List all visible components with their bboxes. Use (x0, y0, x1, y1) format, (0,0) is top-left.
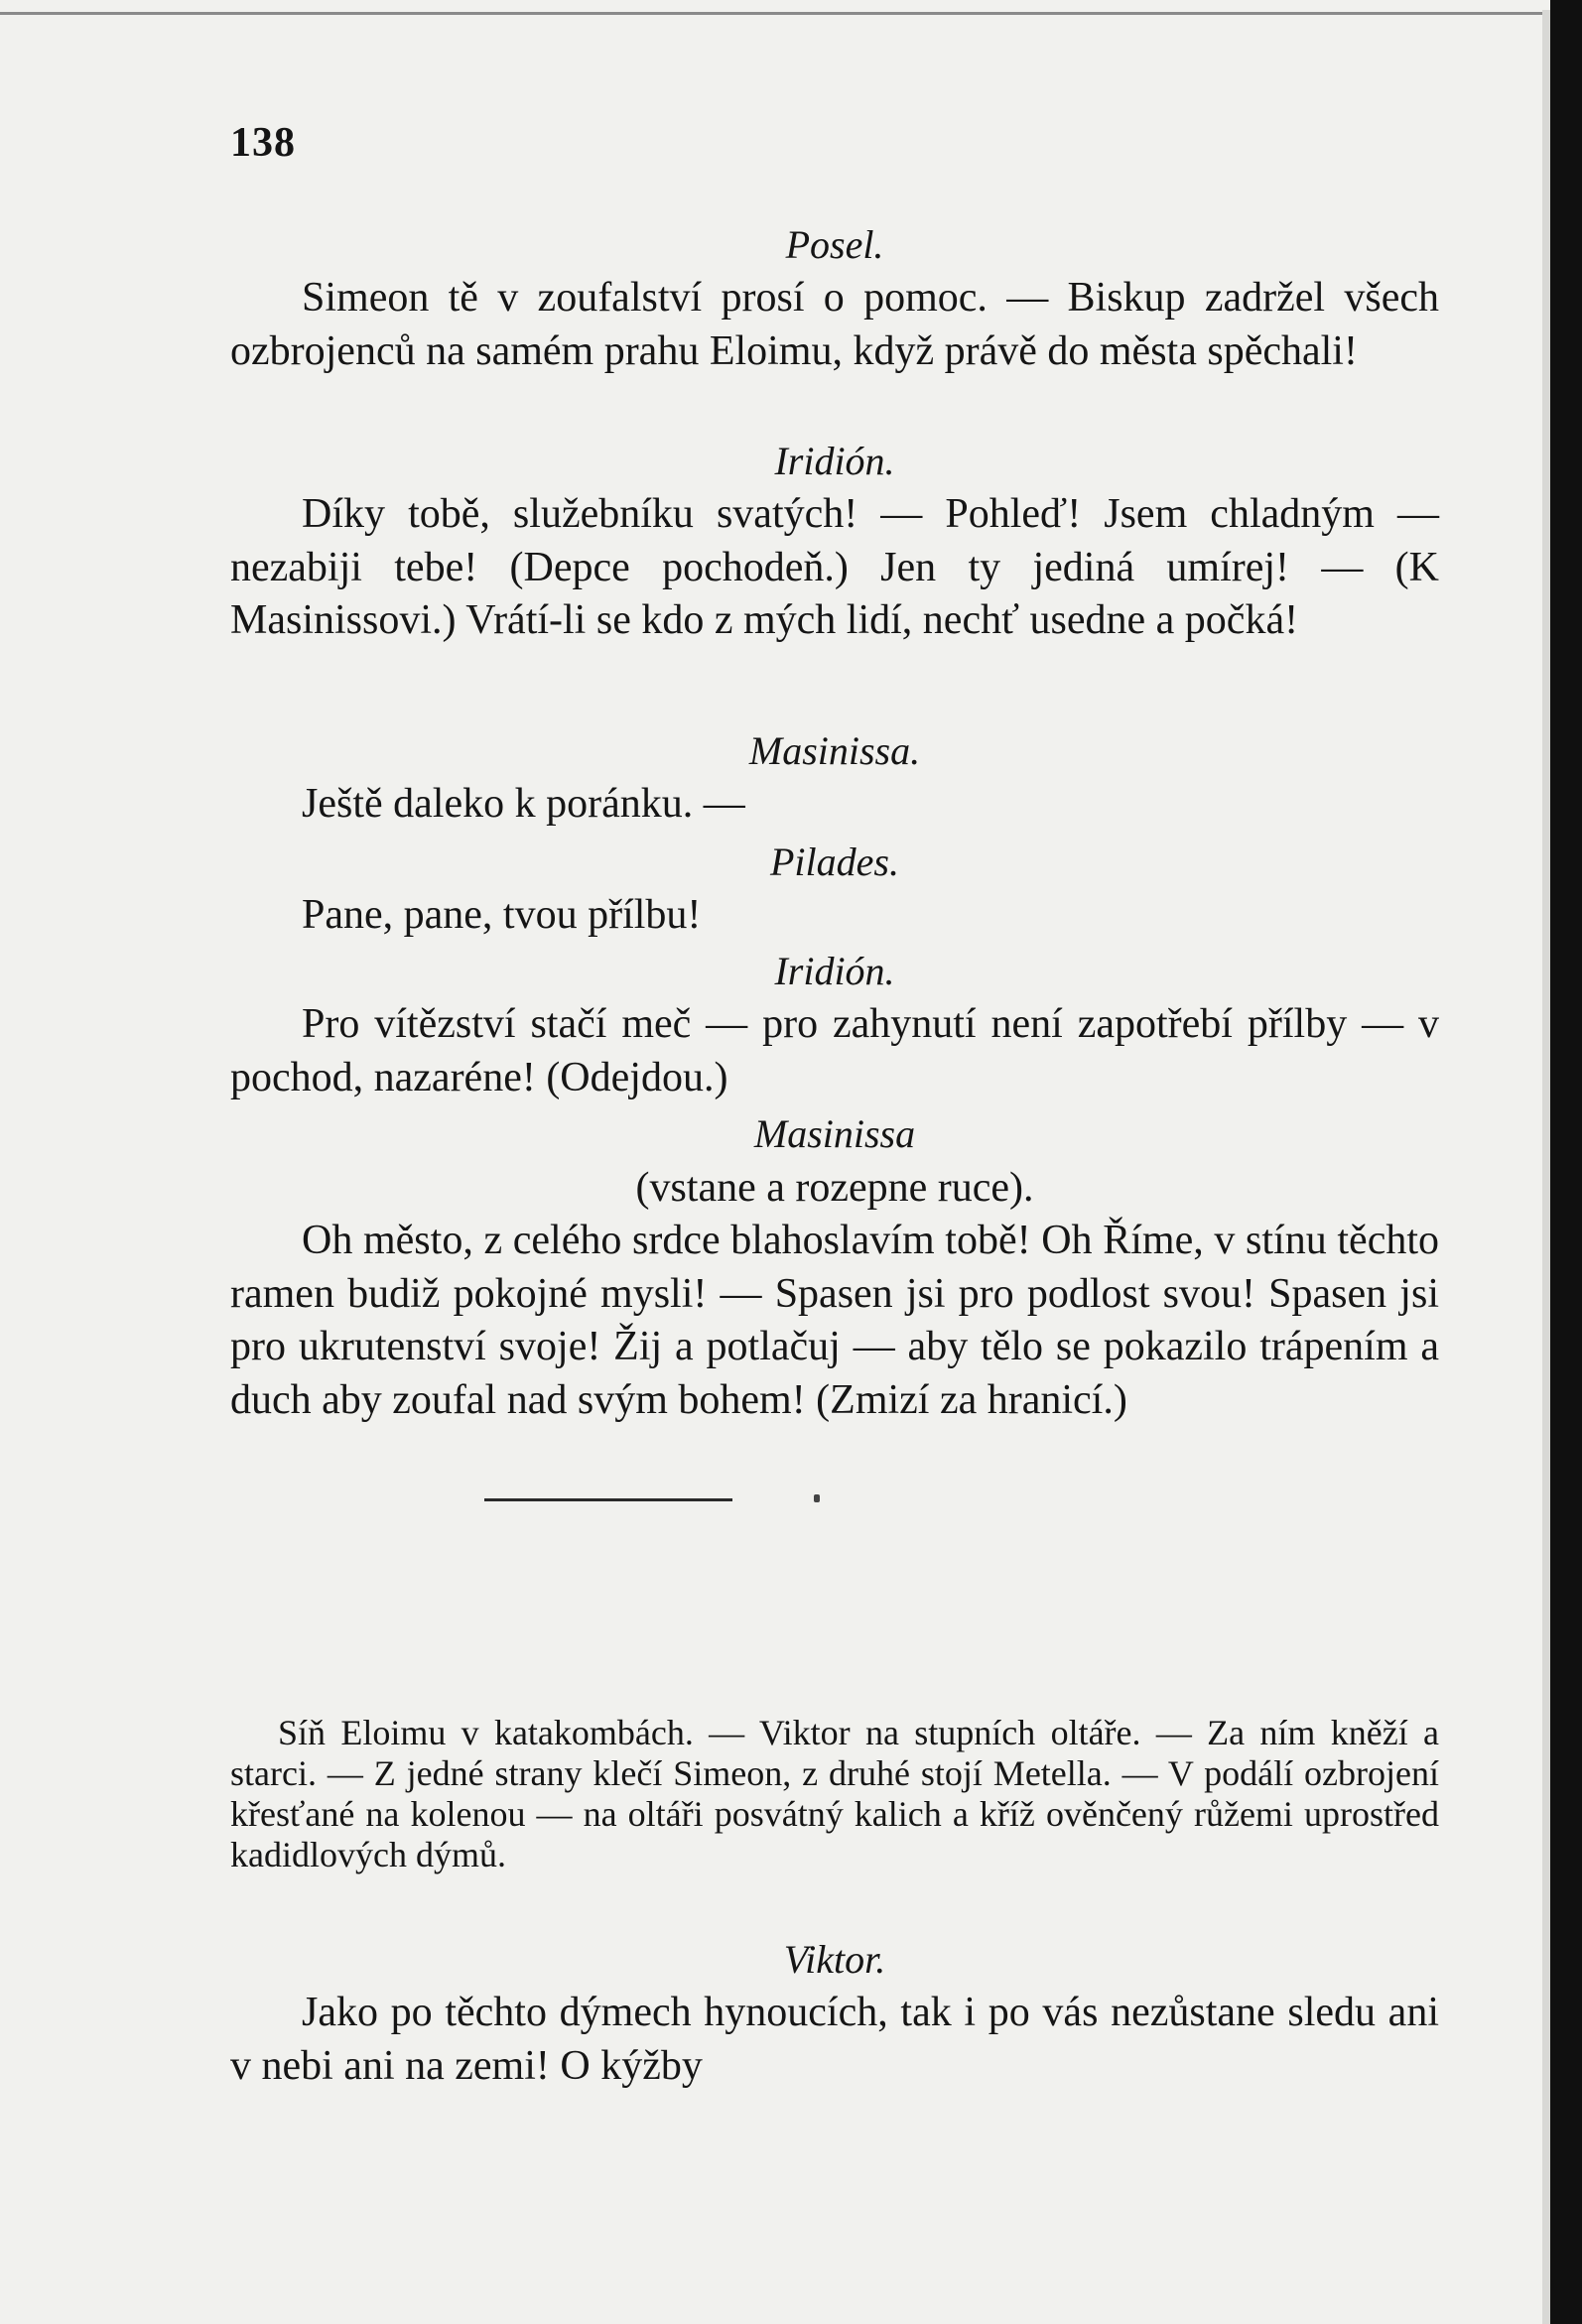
dialogue-block-masinissa (230, 724, 1439, 832)
page-number: 138 (230, 120, 296, 166)
scan-top-line (0, 12, 1548, 15)
scene-description-block (230, 1713, 1439, 1875)
section-divider (484, 1498, 732, 1501)
speech-text: Díky tobě, služebníku svatých! — Pohleď! Jsem chladným — nezabiji tebe! (Depce pochodeň.) Jen ty jediná umírej! — (K Masinissovi.) Vrátí-li se kdo z mých lidí, nechť usedne a počká! (230, 491, 1439, 643)
book-page (230, 109, 1439, 2292)
binding-edge (1550, 0, 1582, 2324)
speech-text: Oh město, z celého srdce blahoslavím tobě! Oh Říme, v stínu těchto ramen budiž pokojné mysli! — Spasen jsi pro podlost svou! Spasen jsi pro ukrutenství svoje! Žij a potlačuj — aby tělo se pokazilo trápením a duch aby zoufal nad svým bohem! (Zmizí za hranicí.) (230, 1218, 1439, 1423)
binding-shadow (1542, 10, 1550, 2324)
speech-text: Jako po těchto dýmech hynoucích, tak i po vás nezůstane sledu ani v nebi ani na zemi! O kýžby (230, 1990, 1439, 2089)
speaker-name: Iridión. (774, 949, 895, 993)
dialogue-block-pilades (230, 836, 1439, 943)
stage-direction: (vstane a rozepne ruce). (635, 1165, 1034, 1211)
speaker-name: Iridión. (774, 439, 895, 483)
speech-text: Pro vítězství stačí meč — pro zahynutí není zapotřebí přílby — v pochod, nazaréne! (Odejdou.) (230, 1001, 1439, 1100)
speaker-name: Posel. (785, 222, 884, 267)
speaker-name: Viktor. (783, 1937, 886, 1982)
dialogue-block-viktor (230, 1933, 1439, 2093)
divider-mark (814, 1494, 820, 1502)
dialogue-block-iridion-2 (230, 945, 1439, 1104)
dialogue-block-posel (230, 218, 1439, 378)
dialogue-block-masinissa-final (230, 1107, 1439, 1427)
speech-text: Pane, pane, tvou přílbu! (302, 892, 702, 938)
scene-description: Síň Eloimu v katakombách. — Viktor na stupních oltáře. — Za ním kněží a starci. — Z jedné strany klečí Simeon, z druhé stojí Metella. — V podálí ozbrojení křesťané na kolenou — na oltáři posvátný kalich a kříž ověnčený růžemi uprostřed kadidlových dýmů. (230, 1713, 1439, 1874)
speaker-name: Pilades. (770, 839, 899, 884)
speaker-name: Masinissa (753, 1111, 916, 1156)
dialogue-block-iridion (230, 435, 1439, 648)
speech-text: Ještě daleko k poránku. — (302, 781, 745, 827)
speech-text: Simeon tě v zoufalství prosí o pomoc. — Biskup zadržel všech ozbrojenců na samém prahu Eloimu, když právě do města spěchali! (230, 275, 1439, 374)
speaker-name: Masinissa. (748, 728, 921, 773)
